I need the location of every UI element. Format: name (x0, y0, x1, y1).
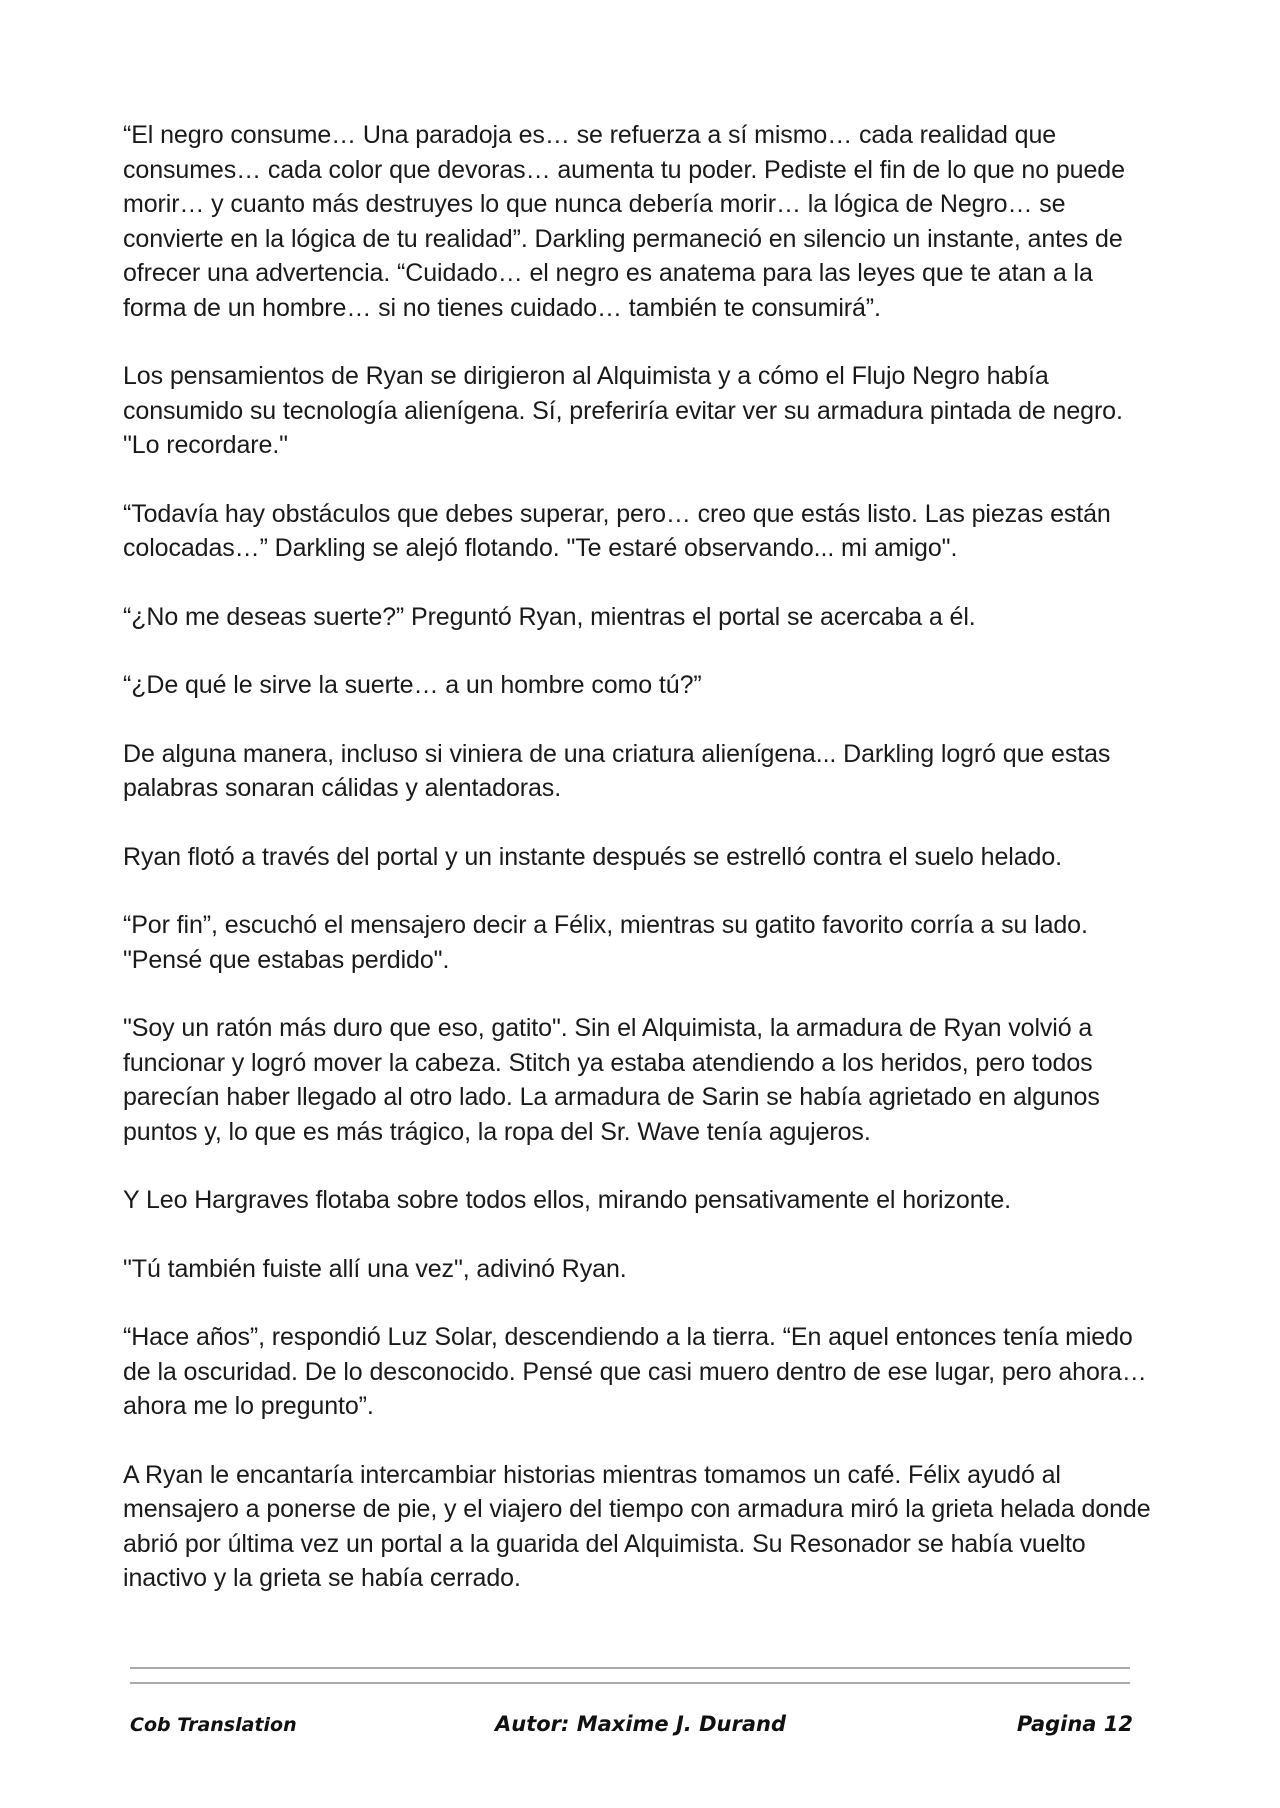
paragraph: “Por fin”, escuchó el mensajero decir a Félix, mientras su gatito favorito corría a su lado. "Pensé que estabas perdido". (123, 911, 1088, 974)
paragraph: “Todavía hay obstáculos que debes superar, pero… creo que estás listo. Las piezas están colocadas…” Darkling se alejó flotando. "Te estaré observando... mi amigo". (123, 499, 1111, 562)
paragraph: Ryan flotó a través del portal y un instante después se estrelló contra el suelo helado. (123, 842, 1062, 871)
paragraph: "Tú también fuiste allí una vez", adivinó Ryan. (123, 1254, 627, 1283)
paragraph: "Soy un ratón más duro que eso, gatito". Sin el Alquimista, la armadura de Ryan volvió a funcionar y logró mover la cabeza. Stitch ya estaba atendiendo a los heridos, pero todos parecían haber llegado al otro lado. La armadura de Sarin se había agrietado en algunos puntos y, lo que es más trágico, la ropa del Sr. Wave tenía agujeros. (123, 1014, 1100, 1146)
paragraph: “¿De qué le sirve la suerte… a un hombre como tú?” (123, 671, 702, 699)
paragraph: “Hace años”, respondió Luz Solar, descendiendo a la tierra. “En aquel entonces tenía miedo de la oscuridad. De lo desconocido. Pensé que casi muero dentro de ese lugar, pero ahora… ahora me lo pregunto”. (123, 1323, 1147, 1420)
footer-author: Autor: Maxime J. Durand (495, 1712, 786, 1736)
footer-translator: Cob Translation (130, 1714, 297, 1736)
page-body (123, 118, 1155, 1630)
footer-page-number: Pagina 12 (1016, 1712, 1133, 1736)
paragraph: A Ryan le encantaría intercambiar historias mientras tomamos un café. Félix ayudó al mensajero a ponerse de pie, y el viajero del tiempo con armadura miró la grieta helada donde abrió por última vez un portal a la guarida del Alquimista. Su Resonador se había vuelto inactivo y la grieta se había cerrado. (123, 1460, 1151, 1592)
paragraph: “El negro consume… Una paradoja es… se refuerza a sí mismo… cada realidad que consumes… cada color que devoras… aumenta tu poder. Pediste el fin de lo que no puede morir… y cuanto más destruyes lo que nunca debería morir… la lógica de Negro… se convierte en la lógica de tu realidad”. Darkling permaneció en silencio un instante, antes de ofrecer una advertencia. “Cuidado… el negro es anatema para las leyes que te atan a la forma de un hombre… si no tienes cuidado… también te consumirá”. (123, 121, 1125, 322)
footer-divider-top (130, 1667, 1130, 1669)
paragraph: Los pensamientos de Ryan se dirigieron al Alquimista y a cómo el Flujo Negro había consumido su tecnología alienígena. Sí, preferiría evitar ver su armadura pintada de negro. "Lo recordare." (123, 362, 1123, 459)
footer-divider-bottom (130, 1682, 1130, 1684)
paragraph: De alguna manera, incluso si viniera de una criatura alienígena... Darkling logró que estas palabras sonaran cálidas y alentadoras. (123, 739, 1111, 802)
paragraph: “¿No me deseas suerte?” Preguntó Ryan, mientras el portal se acercaba a él. (123, 602, 976, 631)
paragraph: Y Leo Hargraves flotaba sobre todos ellos, mirando pensativamente el horizonte. (123, 1186, 1011, 1214)
